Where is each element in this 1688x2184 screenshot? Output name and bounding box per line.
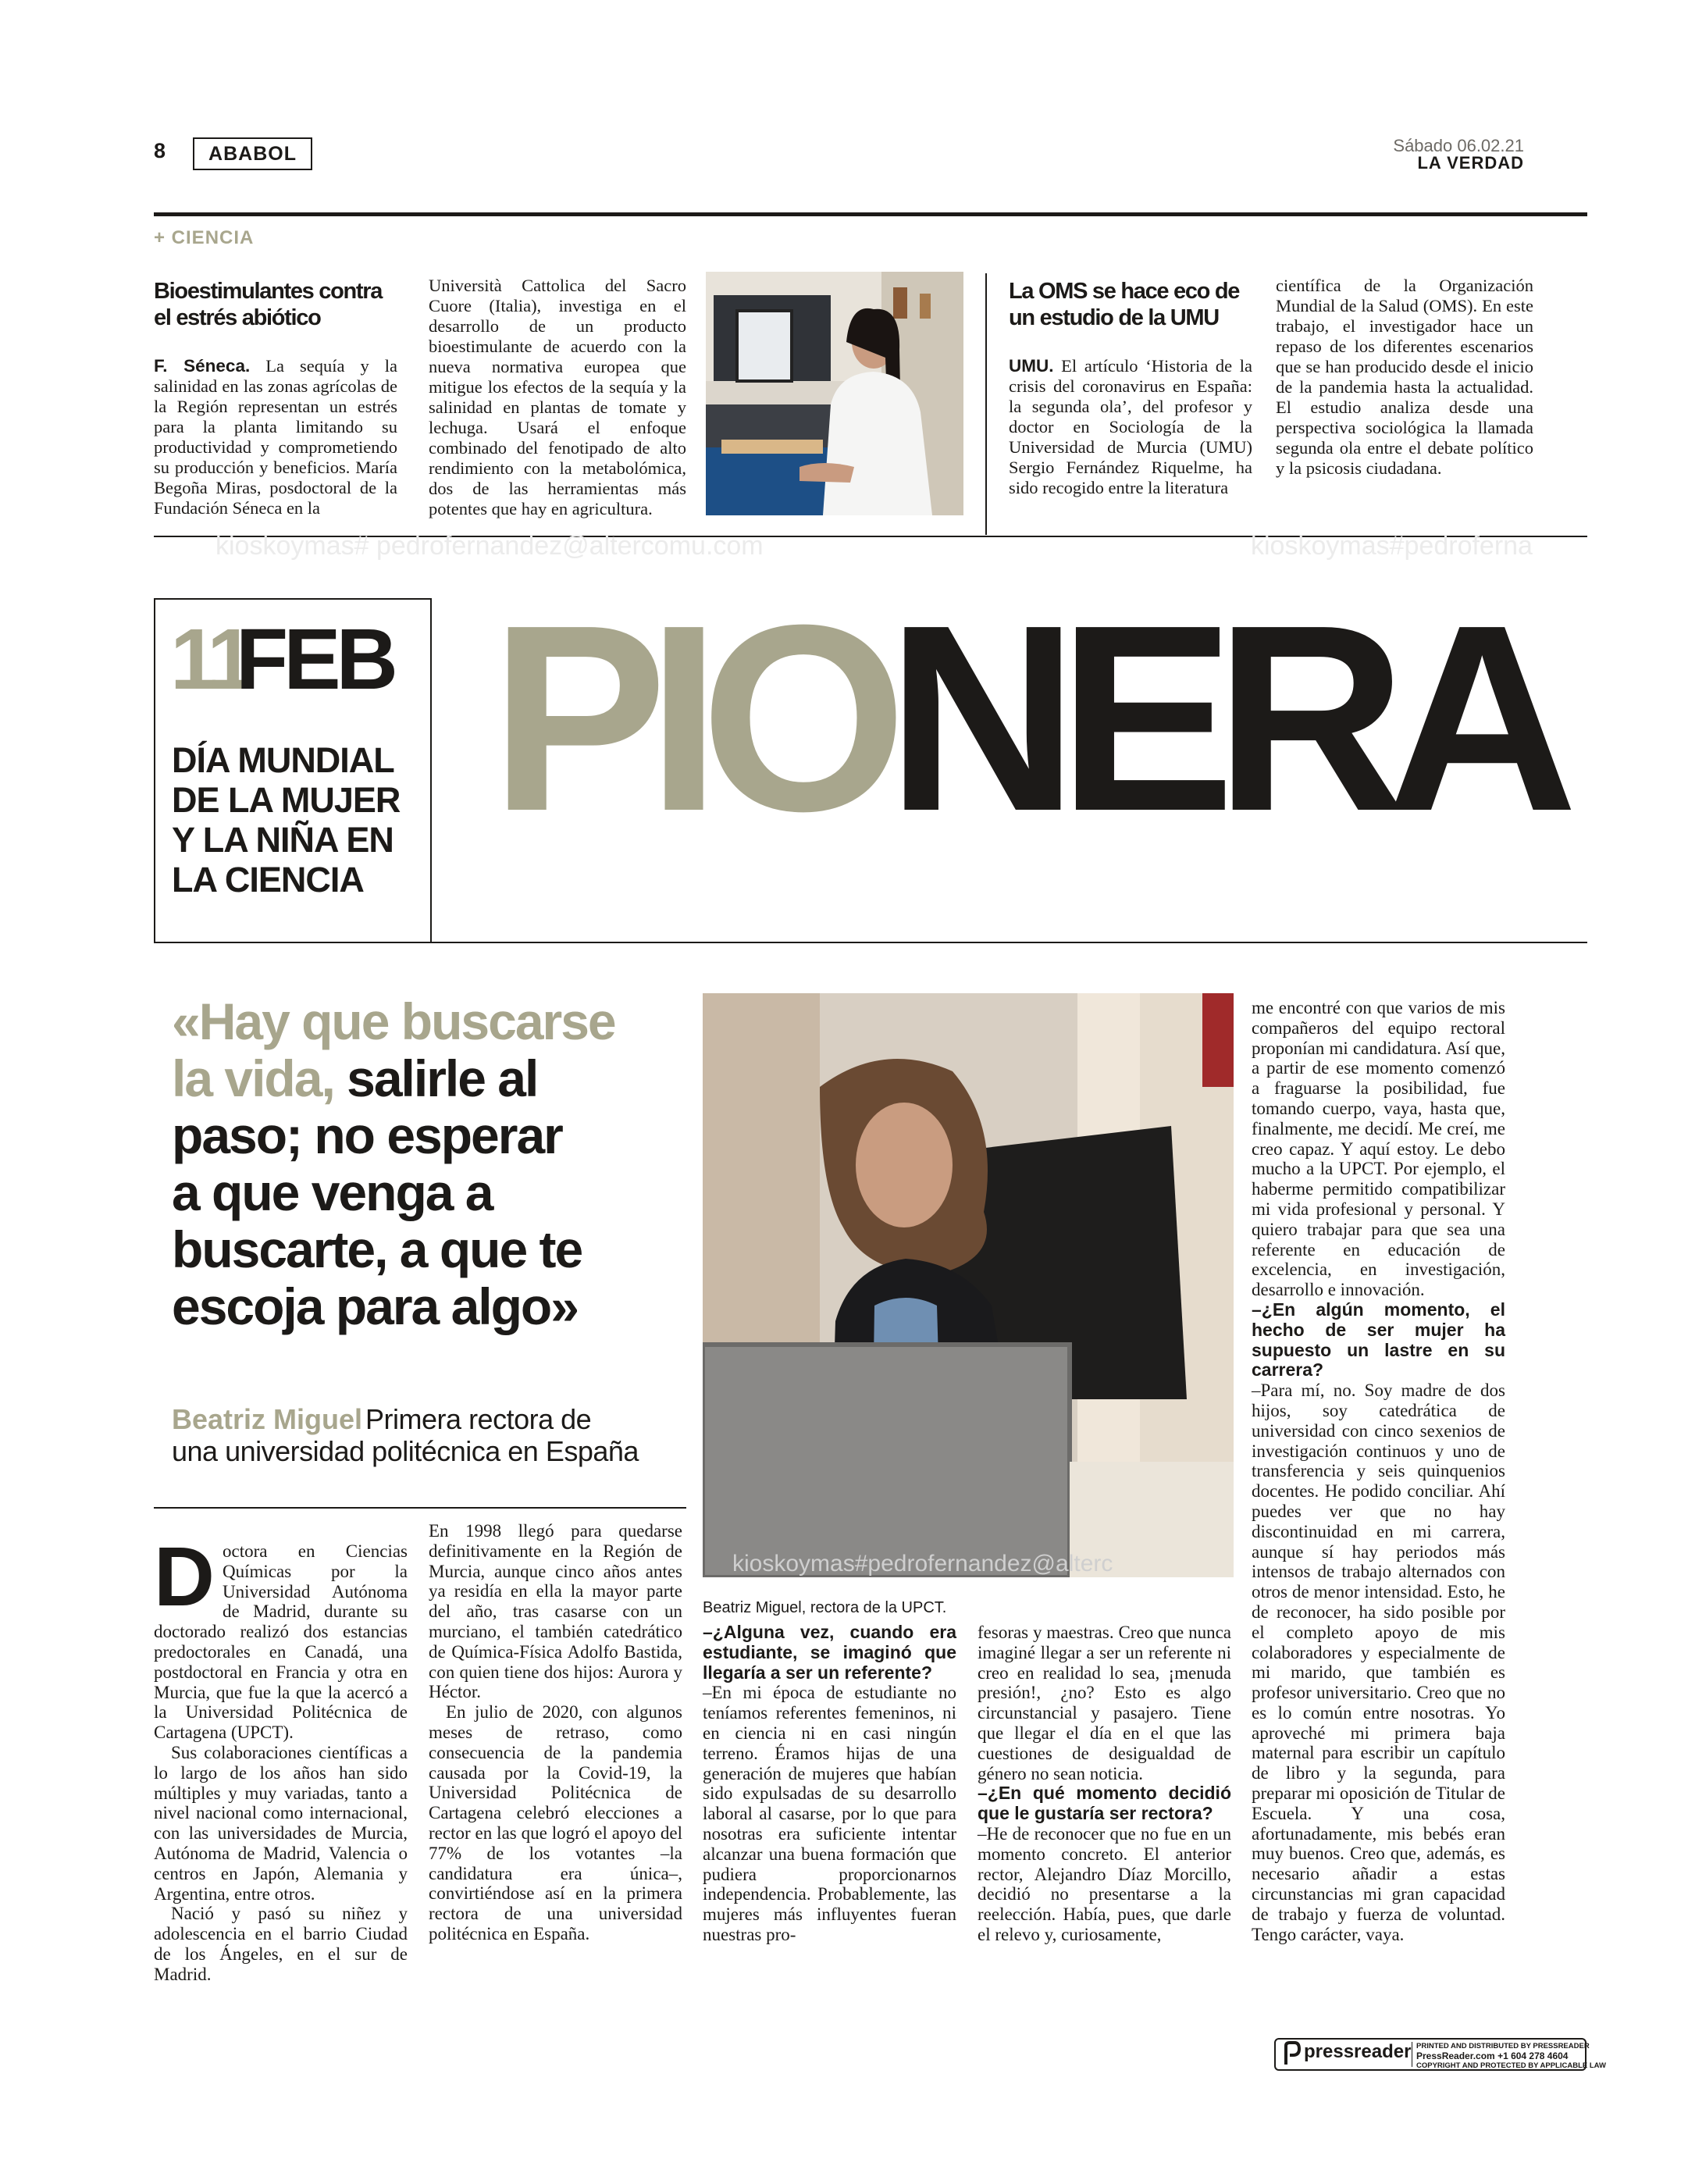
article-col-1: Doctora en Ciencias Químicas por la Universidad Autónoma de Madrid, durante su doctorado realizó dos estancias predoctorales en Canadá, una postdoctoral en Francia y otra en Murcia, que fue la que la acercó a la Universidad Politécnica de Cartagena (UPCT). Sus colaboraciones científicas a lo largo de los años han sido múltiples y muy variadas, tanto a nivel nacional como internacional, con las universidades de Murcia, Autónoma de Madrid, Valencia o centros en Japón, Alemania y Argentina, entre otros. Nació y pasó su niñez y adolescencia en el barrio Ciudad de los Ángeles, en el sur de Madrid.	[154, 1529, 408, 1984]
pressreader-brand: pressreader	[1304, 2041, 1412, 2062]
banner-title-light: PIO	[490, 593, 887, 835]
brief-1-col-2: Università Cattolica del Sacro Cuore (Italia), investiga en el desarrollo de un producto bioestimulante de acuerdo con la nueva normativa europea que mitigue los efectos de la sequía y la salinidad en plantas de tomate y lechuga. Usará el enfoque combinado del fenotipado de alto rendimiento con la metabolómica, dos de las herramientas más potentes que hay en agricultura.	[429, 276, 686, 518]
banner-title-dark: NERA	[886, 593, 1558, 835]
banner-month: FEB	[236, 611, 394, 707]
drop-cap: D	[154, 1529, 215, 1623]
interview-question: –¿Alguna vez, cuando era estudiante, se imaginó que llegaría a ser un referente?	[703, 1622, 956, 1683]
event-line: DE LA MUJER	[172, 780, 401, 820]
brief-2-col-1: UMU. El artículo ‘Historia de la crisis del coronavirus en España: la segunda ola’, del profesor y doctor en Sociología de la Universidad de Murcia (UMU) Sergio Fernández Riquelme, ha sido recogido entre la literatura	[1009, 356, 1253, 497]
quote-line: paso; no esperar	[172, 1106, 562, 1164]
watermark: kioskoymas# pedrofernandez@altercomu.com	[215, 531, 764, 561]
event-line: Y LA NIÑA EN	[172, 820, 394, 860]
article-col-4: fesoras y maestras. Creo que nunca imaginé llegar a ser un referente ni creo en realidad lo sea, ¡menuda presión!, ¿no? Esto es algo circunstancial y pasajero. Tiene que llegar el día en el que las cuestiones de desigualdad de género no sean noticia. –¿En qué momento decidió que le gustaría ser rectora? –He de reconocer que no fue en un momento concreto. El anterior rector, Alejandro Díaz Morcillo, decidió no presentarse a la reelección. Había, pues, que darle el relevo y, curiosamente,	[978, 1623, 1231, 1944]
pressreader-line: COPYRIGHT AND PROTECTED BY APPLICABLE LAW	[1416, 2061, 1606, 2070]
byline-role-cont: una universidad politécnica en España	[172, 1435, 639, 1467]
event-line: LA CIENCIA	[172, 860, 364, 900]
watermark: kioskoymas#pedroferna	[1251, 531, 1533, 561]
issue-date: Sábado 06.02.21	[1393, 136, 1524, 155]
byline-role: Primera rectora de	[365, 1403, 592, 1435]
pressreader-logo-icon	[1284, 2041, 1301, 2066]
section-name: ABABOL	[193, 137, 312, 170]
photo-caption: Beatriz Miguel, rectora de la UPCT.	[703, 1599, 947, 1616]
quote-line: buscarte, a que te	[172, 1220, 582, 1278]
brief-2-source: UMU.	[1009, 356, 1054, 376]
quote-line: escoja para algo»	[172, 1277, 578, 1335]
brief-1-headline: Bioestimulantes contra el estrés abiótico	[154, 279, 383, 330]
byline	[172, 1403, 591, 1436]
brief-2-col-2: científica de la Organización Mundial de la Salud (OMS). En este trabajo, el investigador hace un repaso de los diferentes escenarios que se han producido desde el inicio de la pandemia hasta la actualidad. El estudio analiza desde una perspectiva sociológica la llamada segunda ola entre el debate político y la psicosis ciudadana.	[1276, 276, 1533, 478]
lab-researcher-photo	[706, 272, 963, 515]
quote-line: a que venga a	[172, 1163, 493, 1221]
newspaper-name: LA VERDAD	[1417, 153, 1524, 173]
page-number: 8	[154, 139, 166, 162]
header-rule	[154, 212, 1587, 216]
category-label: + CIENCIA	[154, 227, 255, 248]
interview-question: –¿En qué momento decidió que le gustaría ser rectora?	[978, 1783, 1231, 1824]
brief-2-headline: La OMS se hace eco de un estudio de la UMU	[1009, 279, 1240, 330]
watermark: kioskoymas#pedrofernandez@alterc	[732, 1551, 1113, 1577]
byline-name: Beatriz Miguel	[172, 1403, 363, 1435]
brief-1-col-1: F. Séneca. La sequía y la salinidad en las zonas agrícolas de la Región representan un estrés para la planta limitando su productividad y comprometiendo su producción y beneficios. María Begoña Miras, posdoctoral de la Fundación Séneca en la	[154, 356, 398, 518]
quote-rule	[154, 1507, 686, 1509]
pressreader-line: PressReader.com +1 604 278 4604	[1416, 2050, 1569, 2061]
quote-line: «Hay que buscarse	[172, 992, 615, 1050]
banner-rule	[154, 942, 1587, 943]
rector-portrait-photo	[703, 993, 1234, 1577]
quote-line: la vida, salirle al	[172, 1049, 538, 1107]
banner-title	[468, 593, 1587, 835]
article-col-3: –¿Alguna vez, cuando era estudiante, se imaginó que llegaría a ser un referente? –En mi época de estudiante no teníamos referentes femeninos, ni en ciencia ni en casi ningún terreno. Éramos hijas de una generación de mujeres que habían sido expulsadas de su desarrollo laboral al casarse, por lo que para nosotras era suficiente intentar alcanzar una buena formación que pudiera proporcionarnos independencia. Probablemente, las mujeres más influyentes fueran nuestras pro-	[703, 1622, 956, 1944]
column-divider	[985, 273, 987, 535]
banner-day: 11	[170, 611, 249, 707]
article-col-2: En 1998 llegó para quedarse definitivamente en la Región de Murcia, aunque cinco años antes ya residía en ella la mayor parte del año, tras casarse con un murciano, el también catedrático de Química-Física Adolfo Bastida, con quien tiene dos hijos: Aurora y Héctor. En julio de 2020, con algunos meses de retraso, como consecuencia de la pandemia causada por la Covid-19, la Universidad Politécnica de Cartagena celebró elecciones a rector en las que logró el apoyo del 77% de los votantes –la candidatura era única–, convirtiéndose así en la primera rectora de una universidad politécnica en España.	[429, 1521, 682, 1944]
pressreader-line: PRINTED AND DISTRIBUTED BY PRESSREADER	[1416, 2042, 1590, 2050]
brief-1-source: F. Séneca.	[154, 356, 251, 376]
article-col-5: me encontré con que varios de mis compañeros del equipo rectoral proponían mi candidatura. Así que, a partir de ese momento comenzó a fraguarse la posibilidad, fue tomando cuerpo, vaya, hasta que, finalmente, me decidí. Me creí, me creo capaz. Y aquí estoy. Le debo mucho a la UPCT. Por ejemplo, el haberme permitido compatibilizar mi vida profesional y personal. Y quiero trabajar para que sea una referente en educación de excelencia, en investigación, desarrollo e innovación. –¿En algún momento, el hecho de ser mujer ha supuesto un lastre en su carrera? –Para mí, no. Soy madre de dos hijos, soy catedrática de universidad con cinco sexenios de investigación continuos y uno de transferencia y seis quinquenios docentes. He podido conciliar. Ahí puedes ver que no hay discontinuidad en mi carrera, aunque sí hay periodos más intensos de trabajo alternados con otros de menor intensidad. Esto, he de reconocer, ha sido posible por el completo apoyo de mis colaboradores y especialmente de mi marido, que también es profesor universitario. Creo que no es lo común entre nosotras. Yo aproveché mi primera baja maternal para escribir un capítulo de libro y la segunda, para preparar mi oposición de Titular de Escuela. Y una cosa, afortunadamente, mis bebés eran muy buenos. Creo que, además, es necesario añadir a estas circunstancias mi gran capacidad de trabajo y fuerza de voluntad. Tengo carácter, vaya.	[1252, 998, 1505, 1944]
interview-question: –¿En algún momento, el hecho de ser mujer ha supuesto un lastre en su carrera?	[1252, 1299, 1505, 1381]
event-line: DÍA MUNDIAL	[172, 740, 394, 780]
